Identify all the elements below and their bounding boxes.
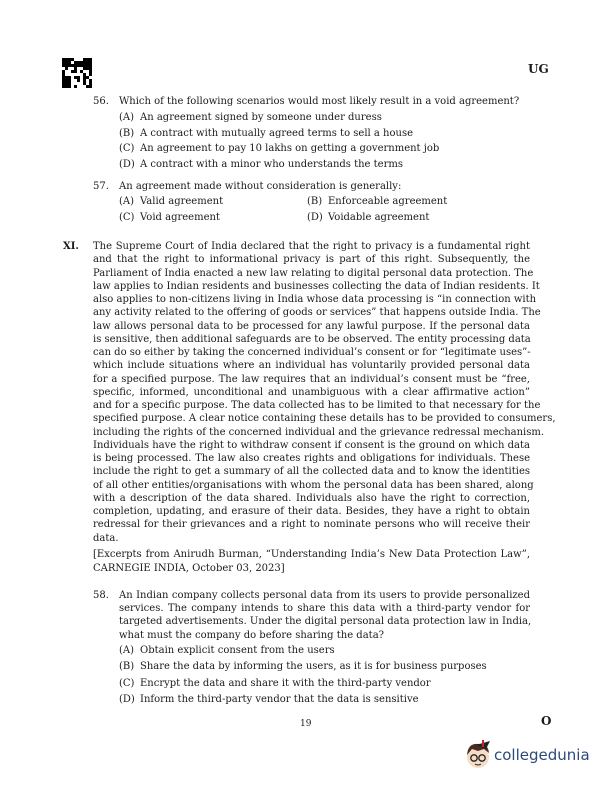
passage-line: law applies to Indian residents and businesses collecting the data of Indian residents. It xyxy=(93,280,540,292)
question-58-line: services. The company intends to share this data with a third-party vendor for xyxy=(119,603,530,615)
option-label: (D) xyxy=(119,694,135,705)
passage-line: is being processed. The law also creates rights and obligations for individuals. These xyxy=(93,453,530,464)
passage-line: is sensitive, then additional safeguards are to be observed. The entity processing data xyxy=(93,333,531,345)
passage-line: any activity related to the offering of goods or services” that happens outside India. The xyxy=(93,307,541,319)
question-58-line: An Indian company collects personal data from its users to provide personalized xyxy=(119,590,530,601)
question-57-text: An agreement made without consideration is generally: xyxy=(119,181,402,192)
passage-line: and for a specific purpose. The data collected has to be limited to that necessary for the xyxy=(93,400,541,411)
option-text: Inform the third-party vendor that the data is sensitive xyxy=(140,694,419,705)
passage-line: data. xyxy=(93,532,119,544)
passage-line: law allows personal data to be processed for any lawful purpose. If the personal data xyxy=(93,320,530,332)
question-56-number: 56. xyxy=(93,96,109,107)
source-line: CARNEGIE INDIA, October 03, 2023] xyxy=(93,562,285,574)
passage-number: XI. xyxy=(63,241,79,252)
passage-line: redressal for their grievances and a right to nominate persons who will receive their xyxy=(93,519,530,531)
option-text: Void agreement xyxy=(140,212,220,223)
option-label: (A) xyxy=(119,645,135,656)
option-text: Share the data by informing the users, as it is for business purposes xyxy=(140,661,487,672)
passage-line: completion, updating, and erasure of their data. Besides, they have a right to obtain xyxy=(93,506,530,517)
passage-line: Parliament of India enacted a new law relating to digital personal data protection. The xyxy=(93,267,534,279)
passage-line: include the right to get a summary of all the collected data and to know the identities xyxy=(93,466,530,478)
source-line: [Excerpts from Anirudh Burman, “Understanding India’s New Data Protection Law”, xyxy=(93,549,530,560)
option-label: (C) xyxy=(119,678,135,689)
question-58-number: 58. xyxy=(93,590,109,601)
option-label: (B) xyxy=(307,196,323,207)
option-label: (A) xyxy=(119,112,135,123)
option-text: An agreement to pay 10 lakhs on getting a government job xyxy=(140,143,440,154)
passage-line: specific, informed, unconditional and unambiguous with a clear affirmative action” xyxy=(93,386,530,398)
student-mascot-icon xyxy=(464,737,492,773)
paper-code: UG xyxy=(528,62,549,76)
option-text: Encrypt the data and share it with the third-party vendor xyxy=(140,678,431,689)
passage-line: including the rights of the concerned individual and the grievance redressal mechanism. xyxy=(93,426,545,438)
option-text: A contract with a minor who understands the terms xyxy=(140,159,403,170)
question-57-number: 57. xyxy=(93,181,109,192)
option-text: An agreement signed by someone under duress xyxy=(140,112,382,123)
passage-line: also applies to non-citizens living in India whose data processing is “in connection with xyxy=(93,294,537,305)
passage-line: and that the right to informational privacy is part of this right. Subsequently, the xyxy=(93,254,530,266)
set-code: O xyxy=(541,714,552,728)
option-text: Valid agreement xyxy=(140,196,224,207)
option-text: Enforceable agreement xyxy=(328,196,448,207)
question-58-line: targeted advertisements. Under the digital personal data protection law in India, xyxy=(119,616,532,628)
option-label: (B) xyxy=(119,128,135,139)
passage-line: which include situations where an individual has voluntarily provided personal data xyxy=(93,360,530,372)
option-text: A contract with mutually agreed terms to sell a house xyxy=(140,128,413,139)
option-text: Obtain explicit consent from the users xyxy=(140,645,335,656)
collegedunia-logo xyxy=(464,737,590,773)
option-label: (D) xyxy=(307,212,323,223)
option-label: (B) xyxy=(119,661,135,672)
option-label: (C) xyxy=(119,212,135,223)
option-label: (A) xyxy=(119,196,135,207)
logo-text: collegedunia xyxy=(494,746,590,764)
option-label: (C) xyxy=(119,143,135,154)
option-label: (D) xyxy=(119,159,135,170)
option-text: Voidable agreement xyxy=(328,212,430,223)
passage-line: specified purpose. A clear notice containing these details has to be provided to consumers, xyxy=(93,413,556,425)
passage-line: The Supreme Court of India declared that the right to privacy is a fundamental right xyxy=(93,241,530,252)
question-56-text: Which of the following scenarios would most likely result in a void agreement? xyxy=(119,96,520,107)
question-58-line: what must the company do before sharing the data? xyxy=(119,629,385,641)
page-number: 19 xyxy=(300,719,312,729)
passage-line: of all other entities/organisations with whom the personal data has been shared, along xyxy=(93,479,534,491)
passage-line: for a specified purpose. The law requires that an individual’s consent must be “free, xyxy=(93,373,530,385)
passage-line: Individuals have the right to withdraw consent if consent is the ground on which data xyxy=(93,439,530,451)
passage-line: can do so either by taking the concerned individual’s consent or for “legitimate uses”- xyxy=(93,347,531,358)
qr-code xyxy=(62,58,92,88)
passage-line: with a description of the data shared. Individuals also have the right to correction, xyxy=(93,492,530,504)
